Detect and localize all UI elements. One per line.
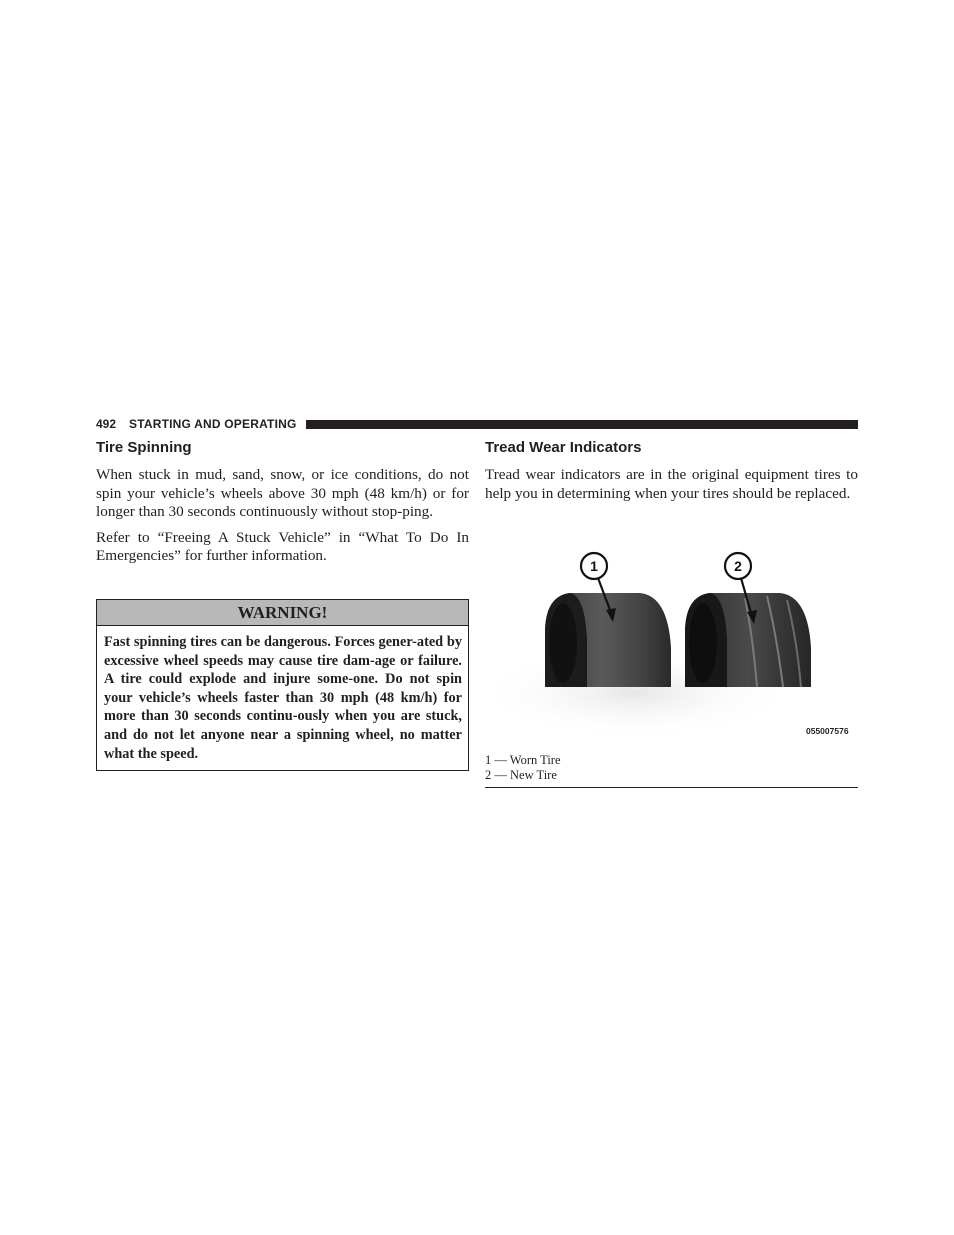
legend-item-new-tire: 2 — New Tire [485,768,557,782]
page-number: 492 [96,417,117,431]
header-bar [306,420,858,429]
callout-2-label: 2 [734,558,742,574]
warning-box [96,599,469,771]
warning-title: WARNING! [97,600,468,626]
tread-wear-heading: Tread Wear Indicators [485,439,642,456]
page-header [96,417,858,431]
tire-spinning-paragraph: When stuck in mud, sand, snow, or ice conditions, do not spin your vehicle’s wheels above 30 mph (48 km/h) or for longer than 30 seconds continuously without stop-ping. [96,466,469,520]
left-column [96,438,469,566]
tire-illustration [485,548,858,748]
legend-item-worn-tire: 1 — Worn Tire [485,753,561,767]
new-tire [685,593,811,687]
figure-legend [485,753,561,783]
refer-paragraph: Refer to “Freeing A Stuck Vehicle” in “What To Do In Emergencies” for further information. [96,528,469,564]
right-column [485,438,858,503]
tire-spinning-heading: Tire Spinning [96,439,192,456]
callout-1-label: 1 [590,558,598,574]
figure-code: 055007576 [806,726,849,736]
tread-wear-paragraph: Tread wear indicators are in the original equipment tires to help you in determining when your tires should be replaced. [485,466,858,502]
warning-body: Fast spinning tires can be dangerous. Forces gener-ated by excessive wheel speeds may cause tire dam-age or failure. A tire could explode and injure some-one. Do not spin your vehicle’s wheels faster than 30 mph (48 km/h) for more than 30 seconds continu-ously when you are stuck, and do not let anyone near a spinning wheel, no matter what the speed. [104,634,462,762]
section-title: STARTING AND OPERATING [129,417,297,431]
figure-rule [485,787,858,788]
